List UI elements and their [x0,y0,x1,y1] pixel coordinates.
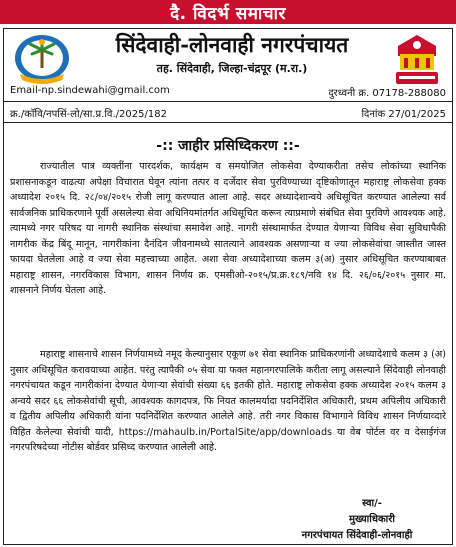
signatory-designation: मुख्याधिकारी [349,514,395,525]
reference-date: दिनांक 27/01/2025 [361,109,446,120]
reference-number: क्र./काॅवि/नपसिं-लो/सा.प्र.वि./2025/182 [10,109,167,120]
municipal-emblem-icon [12,34,72,86]
newspaper-masthead [0,0,456,24]
notice-document [3,28,453,545]
nagarpanchayat-seal-icon [392,32,442,88]
signature-mark: स्वा/- [362,498,382,509]
masthead-title: दै. विदर्भ समाचार [170,3,286,24]
office-title: सिंदेवाही-लोनवाही नगरपंचायत [115,32,349,57]
office-address: तह. सिंदेवाही, जिल्हा-चंद्रपूर (म.रा.) [156,62,308,75]
office-email: Email-np.sindewahi@gmail.com [10,85,170,96]
notice-paragraph-2: महाराष्ट्र शासनाचे शासन निर्णयामध्ये नमूद केल्यानुसार एकूण ७१ सेवा स्थानिक प्राधिकरणांनी अध्यादेशाचे कलम ३ (अ) नुसार अधिसूचित करावयाच्या आहेत. परंतु त्यापैकी ०५ सेवा या फक्त महानगरपालिके करीता लागू असल्याने सिंदेवाही लोनवाही नगरपंचायत कडून नागरीकांना देण्यात येणाऱ्या सेवांची संख्या ६६ इतकी होते. महाराष्ट्र लोकसेवा हक्क अध्यादेश २०१५ कलम ३ अन्वये सदर ६६ लोकसेवांची सूची, आवश्यक कागदपत्र, फि नियत कालमर्यादा पदनिर्देशित अधिकारी, प्रथम अपिलीय अधिकारी व द्वितीय अपिलीय अधिकारी यांना पदनिर्देशित करण्यात आलेले आहे. तरी नगर विकास विभागाने विविध शासन निर्णयाव्दारे विहित केलेल्या सेवांची यादी, https://mahaulb.in/PortalSite/app/downloads या वेब पोर्टल वर व देसाईगंज नगरपरिषदेच्या नोटीस बोर्डवर प्रसिध्द करण्यात आलेली आहे. [10,349,446,453]
divider [4,101,452,102]
signatory-office: नगरपंचायत सिंदेवाही-लोनवाही [301,530,413,541]
notice-heading: -:: जाहीर प्रसिध्दिकरण ::- [156,138,300,154]
divider [4,122,452,123]
office-phone: दुरध्वनी क्र. 07178-288080 [328,88,446,99]
reference-row [10,106,446,120]
contact-row [10,85,446,99]
notice-paragraph-1: राज्यातील पात्र व्यक्तींना पारदर्शक, कार्यक्षम व समयोजित लोकसेवा देण्याकरीता तसेच लोकांच्या स्थानिक प्रशासनाकडून वाढत्या अपेक्षा विचारात घेवून त्यांना तत्पर व दर्जेदार सेवा पुरविण्याच्या दृष्टिकोणातून महाराष्ट्र लोकसेवा हक्क अध्यादेश २०१५ दि. २८/०४/२०१५ रोजी लागू करण्यात आला आहे. सदर अध्यादेशान्वये अधिसूचित करण्यात आलेल्या सर्व सार्वजनिक प्राधिकरणाने पूर्वी असलेल्या सेवा अधिनियमांतर्गत अधिसूचित करून त्याप्रमाणे संबंधित सेवा पुरविणे आवश्यक आहे. त्यामध्ये नगर परिषद या नागरी स्थानिक संस्थांचा समावेश आहे. नागरी संस्थामार्फत देण्यात येणाऱ्या विविध सेवा सुविधापैकी नागरीक केंद्र बिंदू मानून, नागरीकांना दैनंदिन जीवनामध्ये सातत्याने आवश्यक असणाऱ्या व ज्या लोकसेवांचा जास्तीत जास्त फायदा घेतलेला आहे व ज्या सेवा महत्त्वाच्या आहेत. अशा सेवा अध्यादेशाच्या कलम ३(अ) नुसार अधिसूचित करण्याबाबत महाराष्ट्र शासन, नगरविकास विभाग, शासन निर्णय क्र. एमसीओ-२०१५/प्र.क्र.१८९/नवि १४ दि. २६/०६/२०१५ नुसार मा. शासनाने निर्णय घेतला आहे. [10,161,446,296]
